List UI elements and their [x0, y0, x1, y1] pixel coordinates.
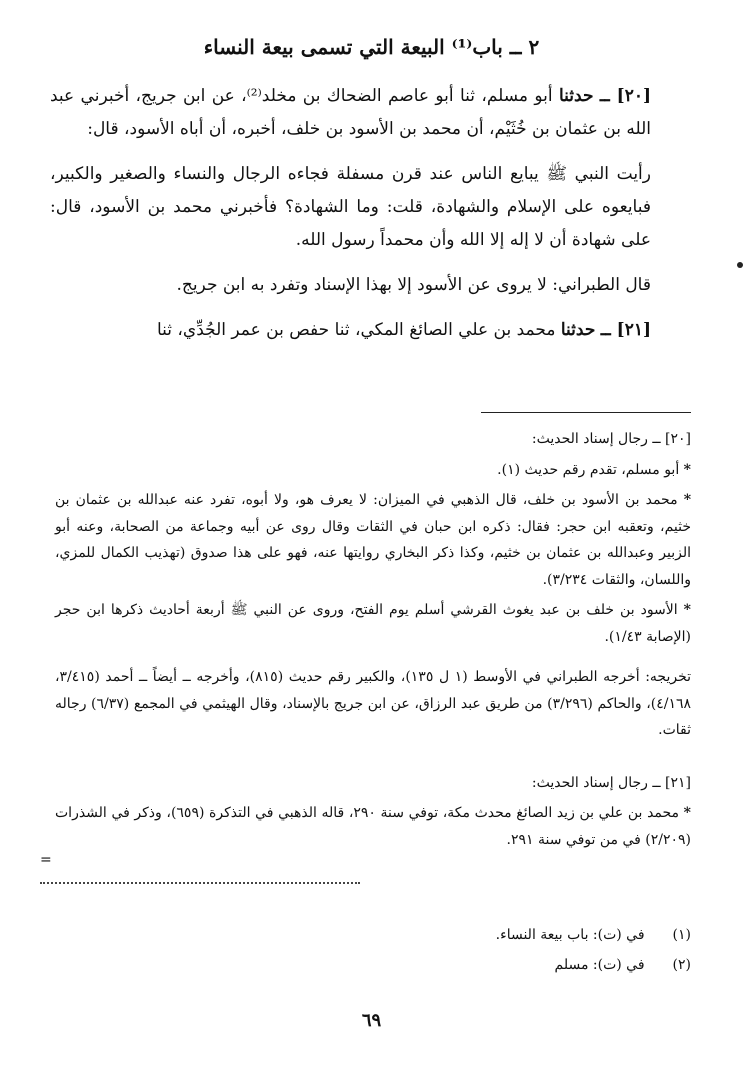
notes-21-item: [55, 800, 691, 853]
notes-20-item: [55, 457, 691, 484]
hadith-20-isnad-text: أبو مسلم، ثنا أبو عاصم الضحاك بن مخلد⁽²⁾، عن ابن جريج، أخبرني عبد الله بن عثمان بن خُثَيْم، أن محمد بن الأسود بن خلف، أخبره، أن أباه الأسود، قال:: [50, 86, 651, 139]
footnote-divider: [40, 882, 360, 884]
commentary-notes: [55, 426, 691, 857]
chapter-title: ٢ ــ باب⁽¹⁾ البيعة التي تسمى بيعة النساء: [203, 35, 540, 59]
footnote: [200, 950, 691, 980]
notes-21-heading: [٢١] ــ رجال إسناد الحديث:: [531, 774, 691, 791]
page-number: ٦٩: [361, 1010, 382, 1031]
bullet-icon: *: [683, 461, 691, 478]
hadith-21-number: [٢١] ــ: [600, 320, 651, 340]
hadith-20-number: [٢٠] ــ: [599, 86, 652, 106]
margin-dot-icon: [737, 262, 743, 268]
notes-20-item-text: أبو مسلم، تقدم رقم حديث (١).: [497, 461, 680, 478]
tabarani-note: قال الطبراني: لا يروى عن الأسود إلا بهذا الإسناد وتفرد به ابن جريج.: [176, 275, 651, 295]
bullet-icon: *: [683, 492, 692, 508]
bullet-icon: *: [683, 805, 691, 821]
hadith-21-isnad: [50, 314, 651, 347]
notes-20-item-text: الأسود بن خلف بن عبد يغوث القرشي أسلم يوم الفتح، وروى عن النبي ﷺ أربعة أحاديث ذكرها ابن حجر (الإصابة ١/٤٣).: [55, 602, 691, 645]
footnote-number: (٢): [672, 957, 691, 973]
margin-mark: =: [40, 852, 52, 868]
notes-20-item: [55, 597, 691, 650]
notes-21-item-text: محمد بن علي بن زيد الصائغ محدث مكة، توفي سنة ٢٩٠، قاله الذهبي في التذكرة (٦٥٩)، وذكر في الشذرات (٢/٢٠٩) في من توفي سنة ٢٩١.: [55, 805, 691, 848]
footnote-text: في (ت): مسلم: [554, 957, 645, 973]
notes-20-item: [55, 487, 691, 593]
hadith-21-opener: حدثنا: [560, 320, 596, 340]
footnote-number: (١): [672, 927, 691, 943]
takhrij-20: تخريجه: أخرجه الطبراني في الأوسط (١ ل ١٣٥)، والكبير رقم حديث (٨١٥)، وأخرجه ــ أيضاً ــ أحمد (٣/٤١٥، ٤/١٦٨)، والحاكم (٣/٢٩٦) من طريق عبد الرزاق، عن ابن جريج بالإسناد، وقال الهيثمي في المجمع (٦/٣٧) رجاله ثقات.: [55, 669, 692, 738]
notes-20-heading: [٢٠] ــ رجال إسناد الحديث:: [531, 431, 691, 447]
main-text: [50, 80, 651, 359]
footnote-text: في (ت): باب بيعة النساء.: [495, 927, 645, 943]
hadith-21-isnad-text: محمد بن علي الصائغ المكي، ثنا حفص بن عمر الجُدِّي، ثنا: [156, 320, 556, 340]
hadith-20-isnad: [50, 80, 651, 146]
hadith-20-matn: رأيت النبي ﷺ يبايع الناس عند قرن مسفلة فجاءه الرجال والنساء والصغير والكبير، فبايعوه على الإسلام والشهادة، قلت: وما الشهادة؟ فأخبرني محمد بن الأسود، قال: على شهادة أن لا إله إلا الله وأن محمداً رسول الله.: [50, 164, 651, 250]
notes-20-item-text: محمد بن الأسود بن خلف، قال الذهبي في الميزان: لا يعرف هو، ولا أبوه، تفرد عنه عبدالله بن عثمان بن خثيم، وتعقبه ابن حجر: فقال: ذكره ابن حبان في الثقات وقال روى عن أبيه وجماعة من الصحابة، وعنه أبو الزبير وعبدالله بن عثمان بن خثيم، وكذا ذكر البخاري روايتها عنه، فهو على هذا صدوق (تهذيب الكمال للمزي، واللسان، والثقات ٣/٢٣٤).: [55, 492, 691, 588]
notes-divider: [481, 412, 691, 413]
footnotes: [200, 920, 691, 980]
hadith-20-opener: حدثنا: [558, 86, 594, 106]
footnote: [200, 920, 691, 950]
bullet-icon: *: [683, 602, 691, 618]
